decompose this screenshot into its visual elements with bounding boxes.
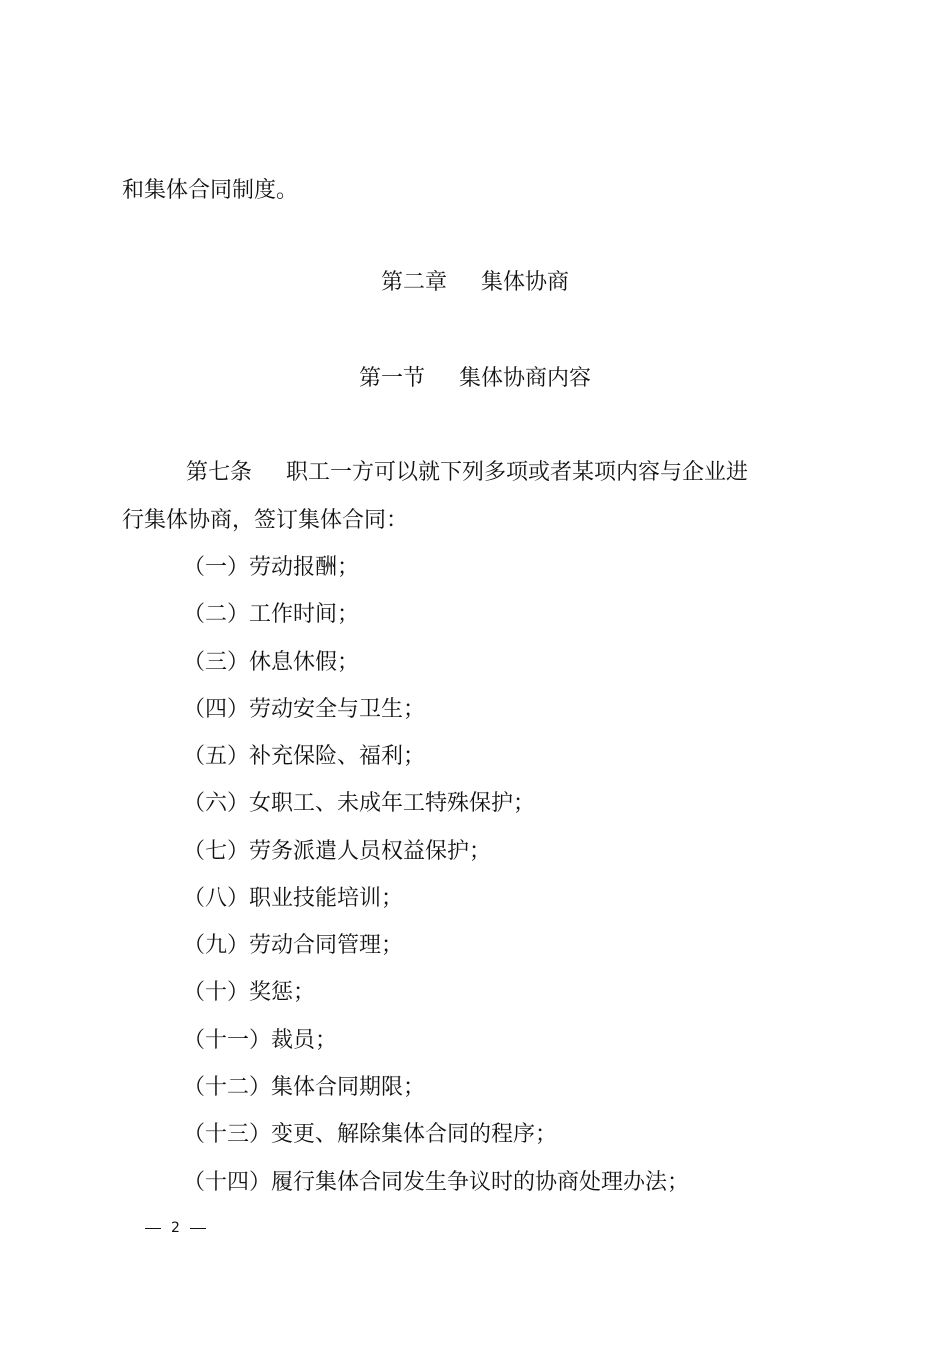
list-item: （八）职业技能培训； [183, 886, 404, 911]
section-heading [0, 364, 950, 394]
list-item: （二）工作时间； [183, 602, 360, 627]
list-item: （十二）集体合同期限； [183, 1075, 426, 1100]
chapter-number: 第二章 [380, 270, 447, 295]
page-footer [145, 1218, 206, 1238]
section-title: 集体协商内容 [459, 366, 592, 391]
list-item: （五）补充保险、福利； [183, 744, 426, 769]
footer-dash-right [190, 1228, 206, 1229]
footer-dash-left [145, 1228, 161, 1229]
page-number: 2 [171, 1220, 180, 1236]
article-text-line2: 行集体协商，签订集体合同： [122, 508, 409, 533]
article-number: 第七条 [186, 460, 253, 485]
list-item: （七）劳务派遣人员权益保护； [183, 839, 492, 864]
list-item: （四）劳动安全与卫生； [183, 697, 426, 722]
continuation-text: 和集体合同制度。 [122, 178, 299, 203]
chapter-title: 集体协商 [481, 270, 570, 295]
article-text-line1: 职工一方可以就下列多项或者某项内容与企业进 [286, 460, 749, 485]
list-item: （十四）履行集体合同发生争议时的协商处理办法； [183, 1170, 690, 1195]
list-item: （一）劳动报酬； [183, 555, 360, 580]
chapter-heading [0, 268, 950, 298]
list-item: （十一）裁员； [183, 1028, 338, 1053]
list-item: （三）休息休假； [183, 650, 360, 675]
article-first-line [186, 458, 748, 488]
section-number: 第一节 [358, 366, 425, 391]
list-item: （九）劳动合同管理； [183, 933, 404, 958]
list-item: （十三）变更、解除集体合同的程序； [183, 1122, 558, 1147]
list-item: （六）女职工、未成年工特殊保护； [183, 791, 536, 816]
list-item: （十）奖惩； [183, 980, 316, 1005]
